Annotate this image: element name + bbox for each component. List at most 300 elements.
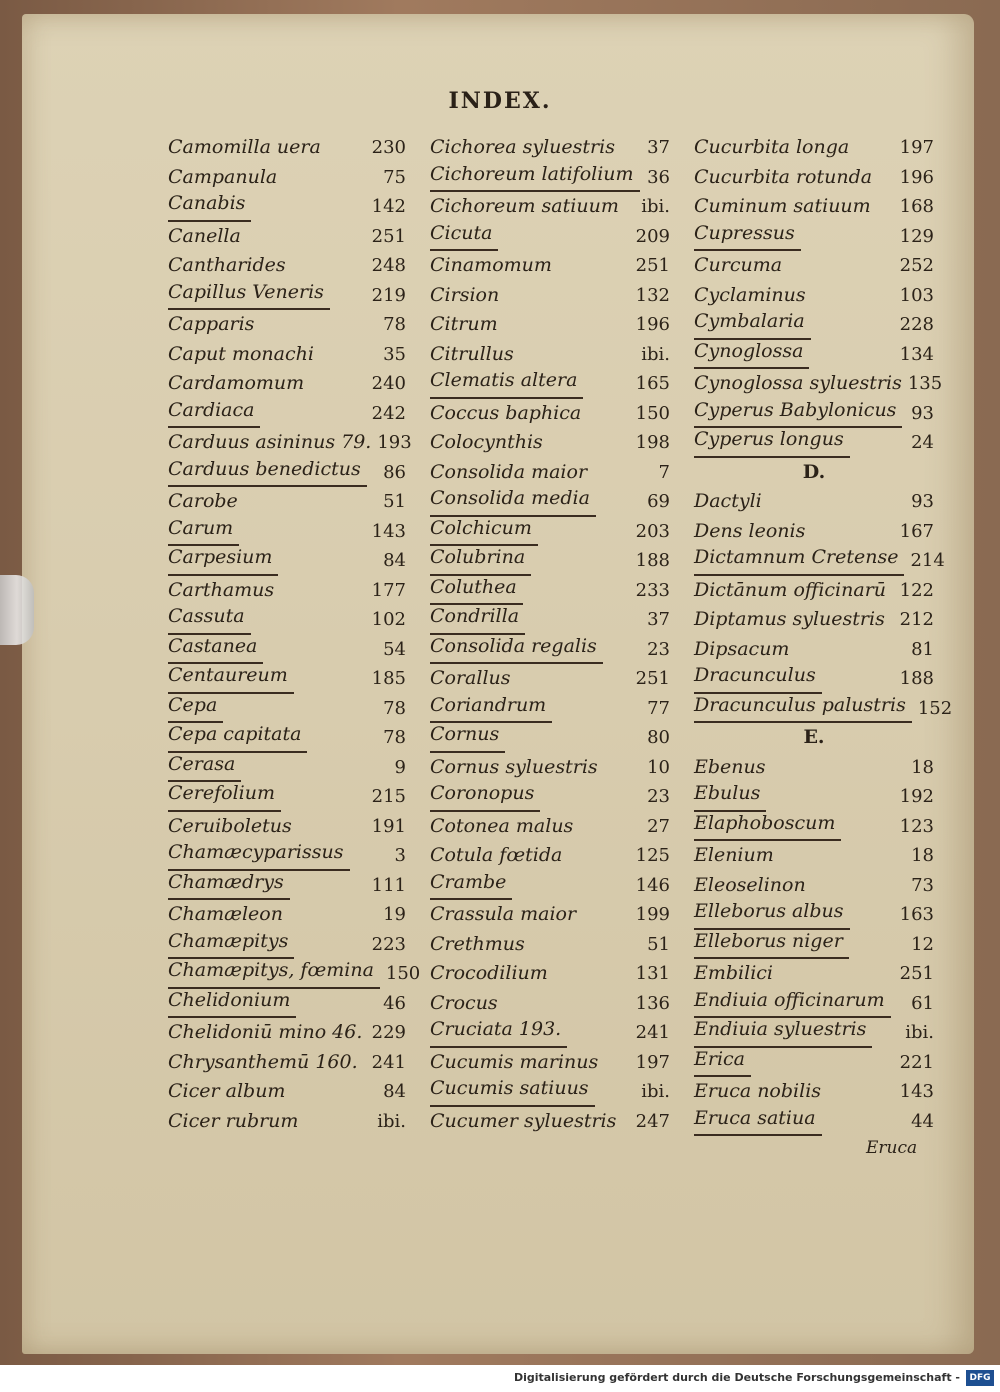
entry-page: 135 (907, 373, 943, 394)
index-entry (430, 1018, 670, 1048)
entry-term: Capillus Veneris (168, 281, 330, 311)
entry-term: Cucumis satiuus (430, 1077, 595, 1107)
index-entry (430, 428, 670, 458)
entry-term: Cornus (430, 723, 505, 753)
entry-page: 132 (635, 284, 670, 306)
entry-term: Cichorea syluestris (430, 136, 615, 158)
entry-page: 185 (371, 668, 406, 689)
entry-page: 196 (899, 166, 934, 188)
entry-page: 248 (371, 255, 406, 276)
entry-page: 214 (910, 550, 945, 571)
entry-term: Cupressus (694, 222, 801, 252)
entry-page: 192 (899, 786, 934, 807)
entry-term: Dens leonis (694, 519, 806, 542)
entry-page: 163 (899, 904, 934, 925)
index-entry (694, 251, 934, 281)
entry-term: Colubrina (430, 546, 531, 576)
index-entry (430, 900, 670, 930)
index-entry (694, 222, 934, 252)
index-entry (168, 576, 406, 606)
entry-term: Coccus baphica (430, 401, 582, 424)
entry-page: ibi. (641, 343, 670, 365)
index-entry (694, 133, 934, 163)
index-entry (694, 546, 945, 576)
index-entry (430, 664, 670, 694)
entry-page: 143 (899, 1081, 934, 1102)
entry-term: Camomilla uera (168, 136, 321, 158)
entry-page: 84 (383, 1081, 406, 1102)
index-entry (168, 900, 406, 930)
index-entry (168, 251, 406, 281)
entry-term: Carobe (168, 490, 238, 512)
entry-page: 229 (371, 1022, 406, 1043)
entry-page: 230 (371, 137, 406, 158)
entry-page: 188 (635, 550, 670, 571)
index-entry (168, 930, 406, 960)
entry-term: Cicuta (430, 222, 498, 252)
section-letter: E. (803, 726, 825, 748)
entry-term: Cotonea malus (430, 814, 574, 837)
index-entry (168, 1018, 406, 1048)
index-entry (430, 1048, 670, 1078)
entry-page: 150 (635, 402, 670, 424)
entry-page: 123 (899, 815, 934, 837)
entry-page: 242 (371, 402, 406, 424)
index-entry (168, 487, 406, 517)
index-entry (694, 487, 934, 517)
entry-term: Canella (168, 224, 241, 247)
entry-page: 9 (394, 756, 406, 778)
index-entry (694, 841, 934, 871)
entry-page: 46 (383, 992, 406, 1014)
entry-page: 27 (647, 815, 670, 837)
index-entry (168, 310, 406, 340)
entry-term: Dictānum officinarū (694, 578, 887, 601)
index-entry (430, 930, 670, 960)
index-entry (430, 753, 670, 783)
index-entry (430, 517, 670, 547)
entry-page: 221 (899, 1051, 934, 1073)
index-entry (168, 664, 406, 694)
entry-term: Canabis (168, 192, 251, 222)
index-column-2 (430, 133, 670, 1136)
entry-page: 81 (911, 638, 934, 660)
index-entry (168, 546, 406, 576)
entry-term: Eruca satiua (694, 1107, 822, 1137)
entry-page: 129 (899, 225, 934, 247)
entry-page: 196 (635, 314, 670, 335)
index-column-1 (168, 133, 421, 1136)
index-entry (430, 576, 670, 606)
entry-term: Eruca nobilis (694, 1080, 822, 1102)
index-entry (430, 546, 670, 576)
index-entry (430, 487, 670, 517)
entry-term: Cucumer syluestris (430, 1109, 617, 1132)
entry-term: Consolida media (430, 487, 596, 517)
entry-term: Carduus asininus 79. (168, 431, 372, 453)
entry-page: 199 (635, 904, 670, 925)
index-entry (694, 693, 953, 724)
entry-page: 125 (635, 845, 670, 866)
entry-page: 111 (371, 874, 406, 896)
index-entry (168, 1048, 406, 1078)
entry-page: 251 (635, 668, 670, 689)
index-entry (168, 428, 412, 458)
index-entry (430, 871, 670, 901)
index-entry (694, 576, 934, 606)
entry-term: Cerasa (168, 753, 241, 783)
index-entry (430, 163, 670, 193)
entry-term: Crassula maior (430, 903, 577, 925)
entry-page: 252 (899, 255, 934, 276)
entry-term: Castanea (168, 635, 263, 665)
index-entry (168, 399, 406, 429)
index-entry (168, 517, 406, 547)
entry-page: 212 (899, 609, 934, 630)
entry-term: Cardamomum (168, 372, 305, 394)
entry-page: 150 (385, 963, 421, 984)
index-title: INDEX. (448, 88, 552, 114)
entry-term: Cymbalaria (694, 310, 811, 340)
entry-term: Coriandrum (430, 694, 552, 724)
entry-term: Ebulus (694, 782, 766, 812)
catchword: Eruca (866, 1138, 918, 1158)
entry-term: Citrullus (430, 342, 514, 365)
entry-term: Cassuta (168, 605, 251, 635)
index-entry (430, 989, 670, 1019)
index-entry (430, 281, 670, 311)
entry-page: 51 (647, 933, 670, 955)
entry-page: ibi. (641, 1081, 670, 1102)
entry-page: 134 (899, 343, 934, 365)
entry-page: 51 (383, 491, 406, 512)
entry-term: Dracunculus palustris (694, 694, 912, 724)
index-entry (168, 605, 406, 635)
entry-page: 10 (647, 756, 670, 778)
entry-term: Cyclaminus (694, 283, 806, 306)
index-entry (694, 517, 934, 547)
entry-term: Caput monachi (168, 342, 314, 365)
index-entry (168, 959, 421, 989)
entry-term: Cirsion (430, 283, 500, 306)
entry-page: 142 (371, 196, 406, 217)
entry-term: Cucurbita rotunda (694, 165, 873, 188)
entry-term: Consolida maior (430, 460, 588, 483)
entry-term: Chamæleon (168, 903, 283, 925)
entry-page: ibi. (377, 1110, 406, 1132)
entry-term: Citrum (430, 313, 498, 335)
entry-page: 228 (899, 314, 934, 335)
index-entry (168, 369, 406, 399)
entry-term: Endiuia syluestris (694, 1018, 872, 1048)
index-entry (430, 694, 670, 724)
index-entry (694, 399, 934, 429)
index-entry (430, 959, 670, 989)
entry-term: Cucurbita longa (694, 136, 850, 158)
index-entry (430, 369, 670, 399)
entry-page: 241 (371, 1051, 406, 1073)
entry-term: Ebenus (694, 755, 766, 778)
entry-page: 37 (647, 137, 670, 158)
entry-page: 61 (911, 992, 934, 1014)
entry-term: Endiuia officinarum (694, 989, 891, 1019)
entry-page: 191 (371, 815, 406, 837)
entry-page: 54 (383, 638, 406, 660)
section-letter: D. (802, 460, 826, 483)
entry-page: 167 (899, 520, 934, 542)
entry-page: 131 (635, 963, 670, 984)
entry-term: Chamæcyparissus (168, 841, 350, 871)
entry-term: Clematis altera (430, 369, 583, 399)
entry-page: 247 (635, 1110, 670, 1132)
index-entry (430, 782, 670, 812)
entry-page: 188 (899, 668, 934, 689)
index-entry (168, 753, 406, 783)
entry-page: 35 (383, 343, 406, 365)
entry-page: ibi. (905, 1022, 934, 1043)
index-entry (430, 605, 670, 635)
entry-term: Coronopus (430, 782, 540, 812)
index-entry (168, 694, 406, 724)
index-entry (168, 222, 406, 252)
entry-page: 23 (647, 638, 670, 660)
entry-page: 73 (911, 874, 934, 896)
index-entry (430, 635, 670, 665)
entry-page: 251 (899, 963, 934, 984)
index-entry (694, 1107, 934, 1137)
entry-term: Elenium (694, 844, 774, 866)
index-entry (168, 871, 406, 901)
entry-term: Cucumis marinus (430, 1050, 599, 1073)
index-entry (694, 900, 934, 930)
entry-term: Eleoselinon (694, 873, 806, 896)
entry-page: 215 (371, 786, 406, 807)
entry-term: Elleborus albus (694, 900, 850, 930)
entry-term: Colocynthis (430, 431, 543, 453)
index-entry (694, 959, 934, 989)
index-entry (430, 133, 670, 163)
entry-page: 102 (371, 609, 406, 630)
index-entry (694, 989, 934, 1019)
index-entry (694, 428, 934, 458)
entry-term: Cyperus longus (694, 428, 850, 458)
entry-term: Cepa capitata (168, 723, 307, 753)
index-entry (430, 1077, 670, 1107)
entry-page: 197 (899, 137, 934, 158)
index-entry (694, 635, 934, 665)
footer-credit: Digitalisierung gefördert durch die Deutsche Forschungsgemeinschaft - (513, 1371, 960, 1384)
index-entry (168, 989, 406, 1019)
entry-page: 251 (371, 225, 406, 247)
entry-term: Crocus (430, 991, 498, 1014)
index-entry (168, 782, 406, 812)
entry-page: 152 (917, 697, 953, 719)
index-entry (430, 310, 670, 340)
entry-page: 77 (647, 697, 670, 719)
entry-term: Cuminum satiuum (694, 195, 871, 217)
entry-page: 93 (911, 491, 934, 512)
index-entry (430, 1107, 670, 1137)
entry-term: Curcuma (694, 254, 783, 276)
index-entry (430, 399, 670, 429)
entry-page: 18 (911, 756, 934, 778)
index-entry (168, 340, 406, 370)
index-entry (168, 458, 406, 488)
entry-term: Coluthea (430, 576, 523, 606)
index-column-3 (694, 133, 953, 1136)
entry-page: 177 (371, 579, 406, 601)
entry-term: Chelidonium (168, 989, 296, 1019)
entry-page: 103 (899, 284, 934, 306)
entry-term: Cichoreum satiuum (430, 195, 619, 217)
index-entry (694, 782, 934, 812)
entry-page: 146 (635, 874, 670, 896)
index-entry (694, 812, 934, 842)
entry-page: 78 (383, 697, 406, 719)
entry-page: 136 (635, 992, 670, 1014)
entry-term: Cepa (168, 694, 223, 724)
index-entry (694, 605, 934, 635)
entry-page: 19 (383, 904, 406, 925)
entry-page: 241 (635, 1022, 670, 1043)
index-entry (168, 1077, 406, 1107)
entry-page: 37 (647, 609, 670, 630)
entry-page: 240 (371, 373, 406, 394)
entry-term: Dactyli (694, 490, 762, 512)
entry-term: Corallus (430, 667, 511, 689)
entry-term: Dipsacum (694, 637, 790, 660)
entry-page: ibi. (641, 196, 670, 217)
entry-page: 78 (383, 727, 406, 748)
entry-term: Cantharides (168, 254, 286, 276)
entry-page: 78 (383, 314, 406, 335)
entry-term: Cyperus Babylonicus (694, 399, 902, 429)
entry-page: 80 (647, 727, 670, 748)
entry-page: 209 (635, 225, 670, 247)
entry-term: Crocodilium (430, 962, 548, 984)
entry-term: Ceruiboletus (168, 814, 292, 837)
entry-term: Chamædrys (168, 871, 290, 901)
entry-page: 3 (394, 845, 406, 866)
index-entry (168, 723, 406, 753)
entry-term: Cerefolium (168, 782, 281, 812)
entry-term: Campanula (168, 165, 278, 188)
index-entry (168, 1107, 406, 1137)
entry-page: 24 (911, 432, 934, 453)
entry-page: 251 (635, 255, 670, 276)
index-entry (694, 930, 934, 960)
entry-term: Crambe (430, 871, 512, 901)
index-entry (168, 812, 406, 842)
entry-term: Cornus syluestris (430, 755, 598, 778)
index-entry (430, 251, 670, 281)
entry-term: Erica (694, 1048, 751, 1078)
index-entry (430, 812, 670, 842)
entry-term: Cichoreum latifolium (430, 163, 640, 193)
index-entry (694, 1048, 934, 1078)
entry-term: Carthamus (168, 578, 275, 601)
entry-page: 23 (647, 786, 670, 807)
entry-page: 44 (911, 1110, 934, 1132)
index-entry (694, 753, 934, 783)
index-entry (430, 340, 670, 370)
entry-term: Chelidoniū mino 46. (168, 1021, 363, 1043)
index-entry (694, 664, 934, 694)
entry-page: 69 (647, 491, 670, 512)
entry-term: Cicer album (168, 1080, 286, 1102)
entry-term: Cardiaca (168, 399, 260, 429)
entry-term: Dictamnum Cretense (694, 546, 904, 576)
index-entry (430, 841, 670, 871)
entry-page: 84 (383, 550, 406, 571)
entry-term: Diptamus syluestris (694, 608, 885, 630)
entry-page: 233 (635, 579, 670, 601)
dfg-logo[interactable]: DFG (966, 1370, 994, 1386)
entry-term: Crethmus (430, 932, 525, 955)
entry-page: 197 (635, 1051, 670, 1073)
index-entry (694, 192, 934, 222)
index-entry (430, 723, 670, 753)
entry-term: Chamæpitys (168, 930, 294, 960)
entry-page: 198 (635, 432, 670, 453)
entry-term: Elleborus niger (694, 930, 849, 960)
index-entry (430, 192, 670, 222)
entry-term: Dracunculus (694, 664, 822, 694)
index-entry (168, 163, 406, 193)
entry-term: Carum (168, 517, 239, 547)
entry-term: Capparis (168, 313, 255, 335)
index-entry (168, 192, 406, 222)
entry-term: Chamæpitys, fœmina (168, 959, 380, 989)
entry-page: 143 (371, 520, 406, 542)
entry-page: 223 (371, 933, 406, 955)
entry-term: Colchicum (430, 517, 538, 547)
entry-page: 93 (911, 402, 934, 424)
entry-term: Embilici (694, 962, 773, 984)
entry-term: Condrilla (430, 605, 525, 635)
entry-page: 219 (371, 284, 406, 306)
entry-term: Cotula fœtida (430, 844, 563, 866)
entry-page: 86 (383, 461, 406, 483)
entry-page: 165 (635, 373, 670, 394)
index-entry (168, 281, 406, 311)
entry-term: Carpesium (168, 546, 278, 576)
index-entry (694, 281, 934, 311)
footer-bar (0, 1365, 1000, 1392)
entry-page: 18 (911, 845, 934, 866)
entry-term: Cynoglossa syluestris (694, 372, 902, 394)
entry-page: 36 (647, 166, 670, 188)
index-entry (168, 635, 406, 665)
index-entry (168, 841, 406, 871)
index-entry (168, 133, 406, 163)
entry-page: 7 (658, 461, 670, 483)
index-entry (694, 369, 943, 399)
entry-page: 75 (383, 166, 406, 188)
entry-term: Carduus benedictus (168, 458, 367, 488)
entry-term: Cruciata 193. (430, 1018, 567, 1048)
entry-term: Cinamomum (430, 254, 552, 276)
index-entry (694, 340, 934, 370)
index-entry (694, 163, 934, 193)
entry-term: Chrysanthemū 160. (168, 1050, 358, 1073)
entry-term: Cynoglossa (694, 340, 809, 370)
entry-page: 193 (377, 432, 412, 453)
index-entry (430, 222, 670, 252)
index-entry (694, 1018, 934, 1048)
index-entry (430, 458, 670, 488)
index-entry (694, 1077, 934, 1107)
